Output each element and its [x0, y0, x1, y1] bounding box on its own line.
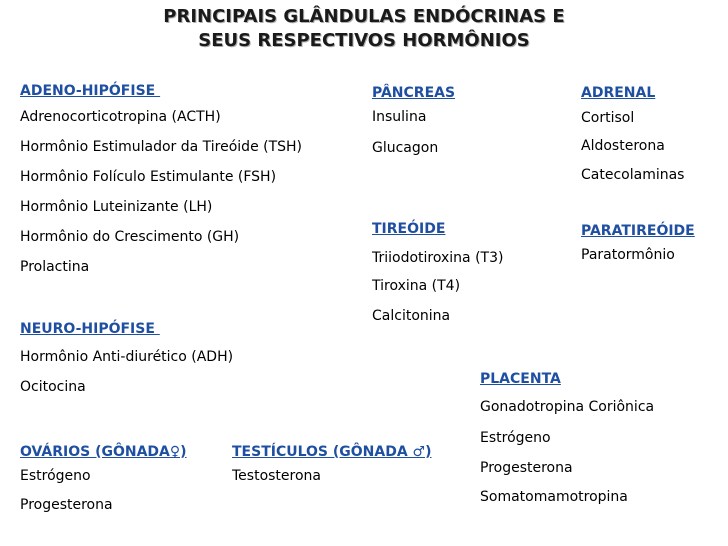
tireoide-item-calcitonina: Calcitonina — [372, 308, 451, 324]
tireoide-heading: TIREÓIDE — [372, 221, 446, 237]
adeno-item-prolactina: Prolactina — [20, 259, 90, 275]
placenta-item-somatomamotropina: Somatomamotropina — [480, 489, 628, 505]
ovarios-item-estrogeno: Estrógeno — [20, 468, 91, 484]
ovarios-heading: OVÁRIOS (GÔNADA♀) — [20, 444, 187, 460]
adeno-item-acth: Adrenocorticotropina (ACTH) — [20, 109, 221, 125]
adeno-item-gh: Hormônio do Crescimento (GH) — [20, 229, 240, 245]
testiculos-heading: TESTÍCULOS (GÔNADA ♂) — [232, 444, 432, 460]
neuro-hipofise-heading: NEURO-HIPÓFISE — [20, 321, 160, 337]
adeno-item-lh: Hormônio Luteinizante (LH) — [20, 199, 213, 215]
placenta-item-estrogeno: Estrógeno — [480, 430, 551, 446]
adeno-hipofise-heading: ADENO-HIPÓFISE — [20, 83, 161, 99]
title-line-1: PRINCIPAIS GLÂNDULAS ENDÓCRINAS E — [163, 6, 565, 27]
neuro-item-adh: Hormônio Anti-diurético (ADH) — [20, 349, 234, 365]
ovarios-item-progesterona: Progesterona — [20, 497, 113, 513]
tireoide-item-t4: Tiroxina (T4) — [372, 278, 461, 294]
pancreas-item-glucagon: Glucagon — [372, 140, 439, 156]
placenta-heading: PLACENTA — [480, 371, 561, 387]
pancreas-heading: PÂNCREAS — [372, 85, 456, 101]
adrenal-item-aldosterona: Aldosterona — [581, 138, 665, 154]
pancreas-item-insulina: Insulina — [372, 109, 427, 125]
adeno-item-tsh: Hormônio Estimulador da Tireóide (TSH) — [20, 139, 303, 155]
paratireoide-item-paratormonio: Paratormônio — [581, 247, 675, 263]
adeno-item-fsh: Hormônio Folículo Estimulante (FSH) — [20, 169, 277, 185]
adrenal-item-cortisol: Cortisol — [581, 110, 635, 126]
title-line-2: SEUS RESPECTIVOS HORMÔNIOS — [198, 30, 530, 51]
adrenal-heading: ADRENAL — [581, 85, 656, 101]
placenta-item-progesterona: Progesterona — [480, 460, 573, 476]
placenta-item-gonadotropina: Gonadotropina Coriônica — [480, 399, 655, 415]
neuro-item-ocitocina: Ocitocina — [20, 379, 86, 395]
testiculos-item-testosterona: Testosterona — [232, 468, 321, 484]
tireoide-item-t3: Triiodotiroxina (T3) — [372, 250, 504, 266]
paratireoide-heading: PARATIREÓIDE — [581, 223, 695, 239]
adrenal-item-catecolaminas: Catecolaminas — [581, 167, 685, 183]
